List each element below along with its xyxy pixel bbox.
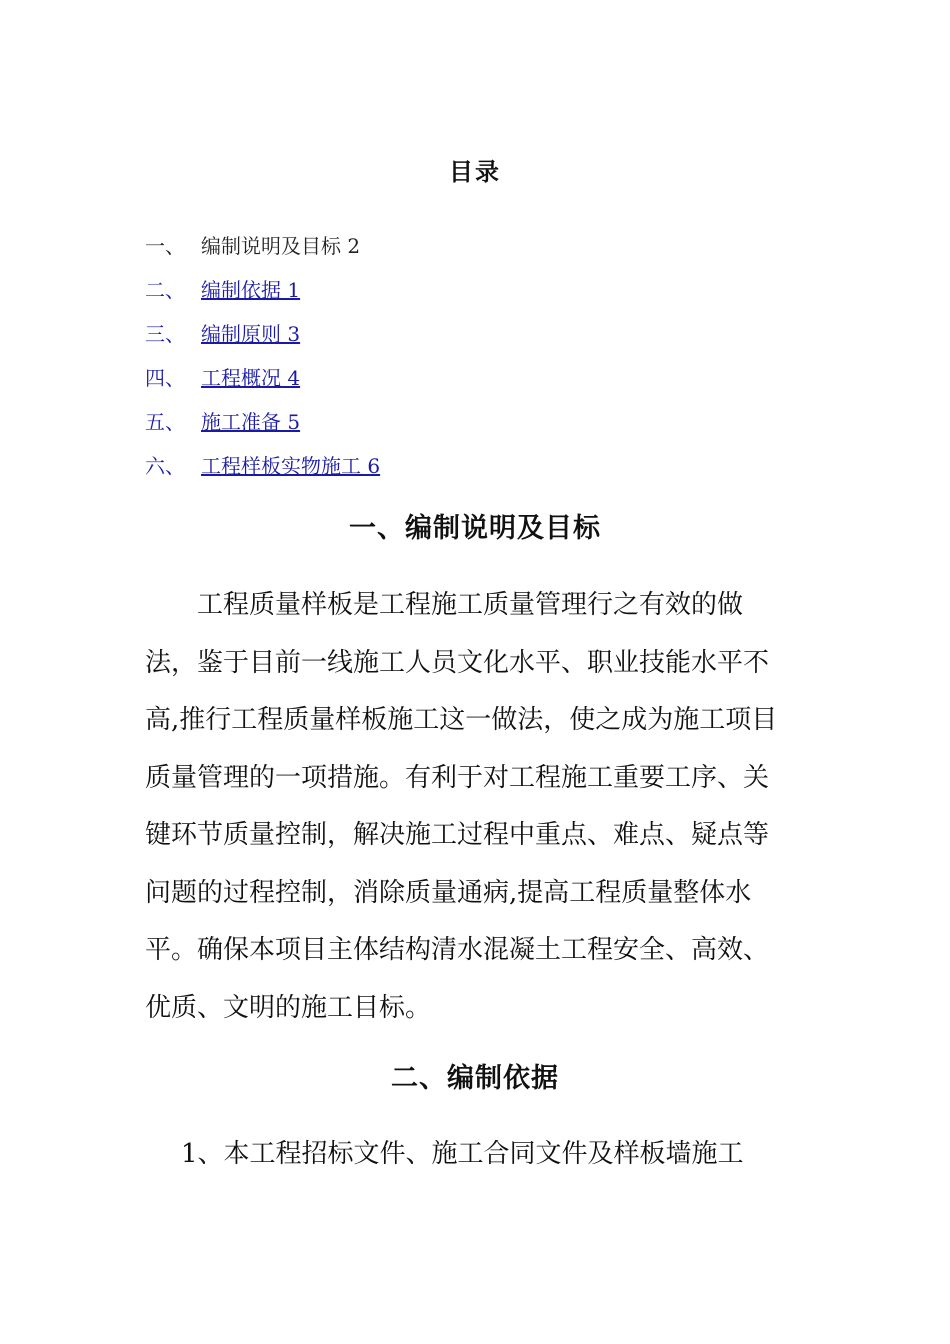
toc-item-number: 二、 xyxy=(145,278,185,302)
paragraph-line: 质量管理的一项措施。有利于对工程施工重要工序、关 xyxy=(145,762,770,793)
toc-item-number: 四、 xyxy=(145,366,185,390)
toc-item-label: 编制说明及目标 2 xyxy=(201,234,361,258)
paragraph-line: 1、本工程招标文件、施工合同文件及样板墙施工 xyxy=(181,1139,744,1169)
paragraph-line: 法，鉴于目前一线施工人员文化水平、职业技能水平不 xyxy=(145,647,770,678)
section-heading: 一、编制说明及目标 xyxy=(349,513,601,544)
toc-link[interactable] xyxy=(145,276,805,320)
toc-item-label: 工程概况 4 xyxy=(201,366,301,390)
toc-title: 目录 xyxy=(449,158,501,186)
toc-item-label: 编制依据 1 xyxy=(201,278,301,302)
body-paragraph xyxy=(145,577,785,1037)
paragraph-line: 问题的过程控制，消除质量通病,提高工程质量整体水 xyxy=(145,877,752,908)
paragraph-line: 优质、文明的施工目标。 xyxy=(145,992,432,1023)
body-paragraph xyxy=(145,1126,785,1184)
paragraph-line: 高,推行工程质量样板施工这一做法，使之成为施工项目 xyxy=(145,705,778,735)
toc-item xyxy=(145,232,805,276)
paragraph-line: 平。确保本项目主体结构清水混凝土工程安全、高效、 xyxy=(145,935,770,965)
paragraph-line: 键环节质量控制，解决施工过程中重点、难点、疑点等 xyxy=(145,820,770,850)
toc-link[interactable] xyxy=(145,364,805,408)
toc-link[interactable] xyxy=(145,452,805,496)
table-of-contents xyxy=(145,232,805,496)
toc-link[interactable] xyxy=(145,408,805,452)
toc-item-label: 施工准备 5 xyxy=(201,410,301,434)
paragraph-line: 工程质量样板是工程施工质量管理行之有效的做 xyxy=(197,590,744,620)
toc-item-number: 三、 xyxy=(145,322,185,346)
section-heading: 二、编制依据 xyxy=(391,1063,559,1094)
toc-item-label: 编制原则 3 xyxy=(201,322,301,346)
toc-item-label: 工程样板实物施工 6 xyxy=(201,454,381,478)
toc-item-number: 一、 xyxy=(145,234,185,258)
toc-link[interactable] xyxy=(145,320,805,364)
toc-item-number: 六、 xyxy=(145,454,185,478)
toc-item-number: 五、 xyxy=(145,410,185,434)
